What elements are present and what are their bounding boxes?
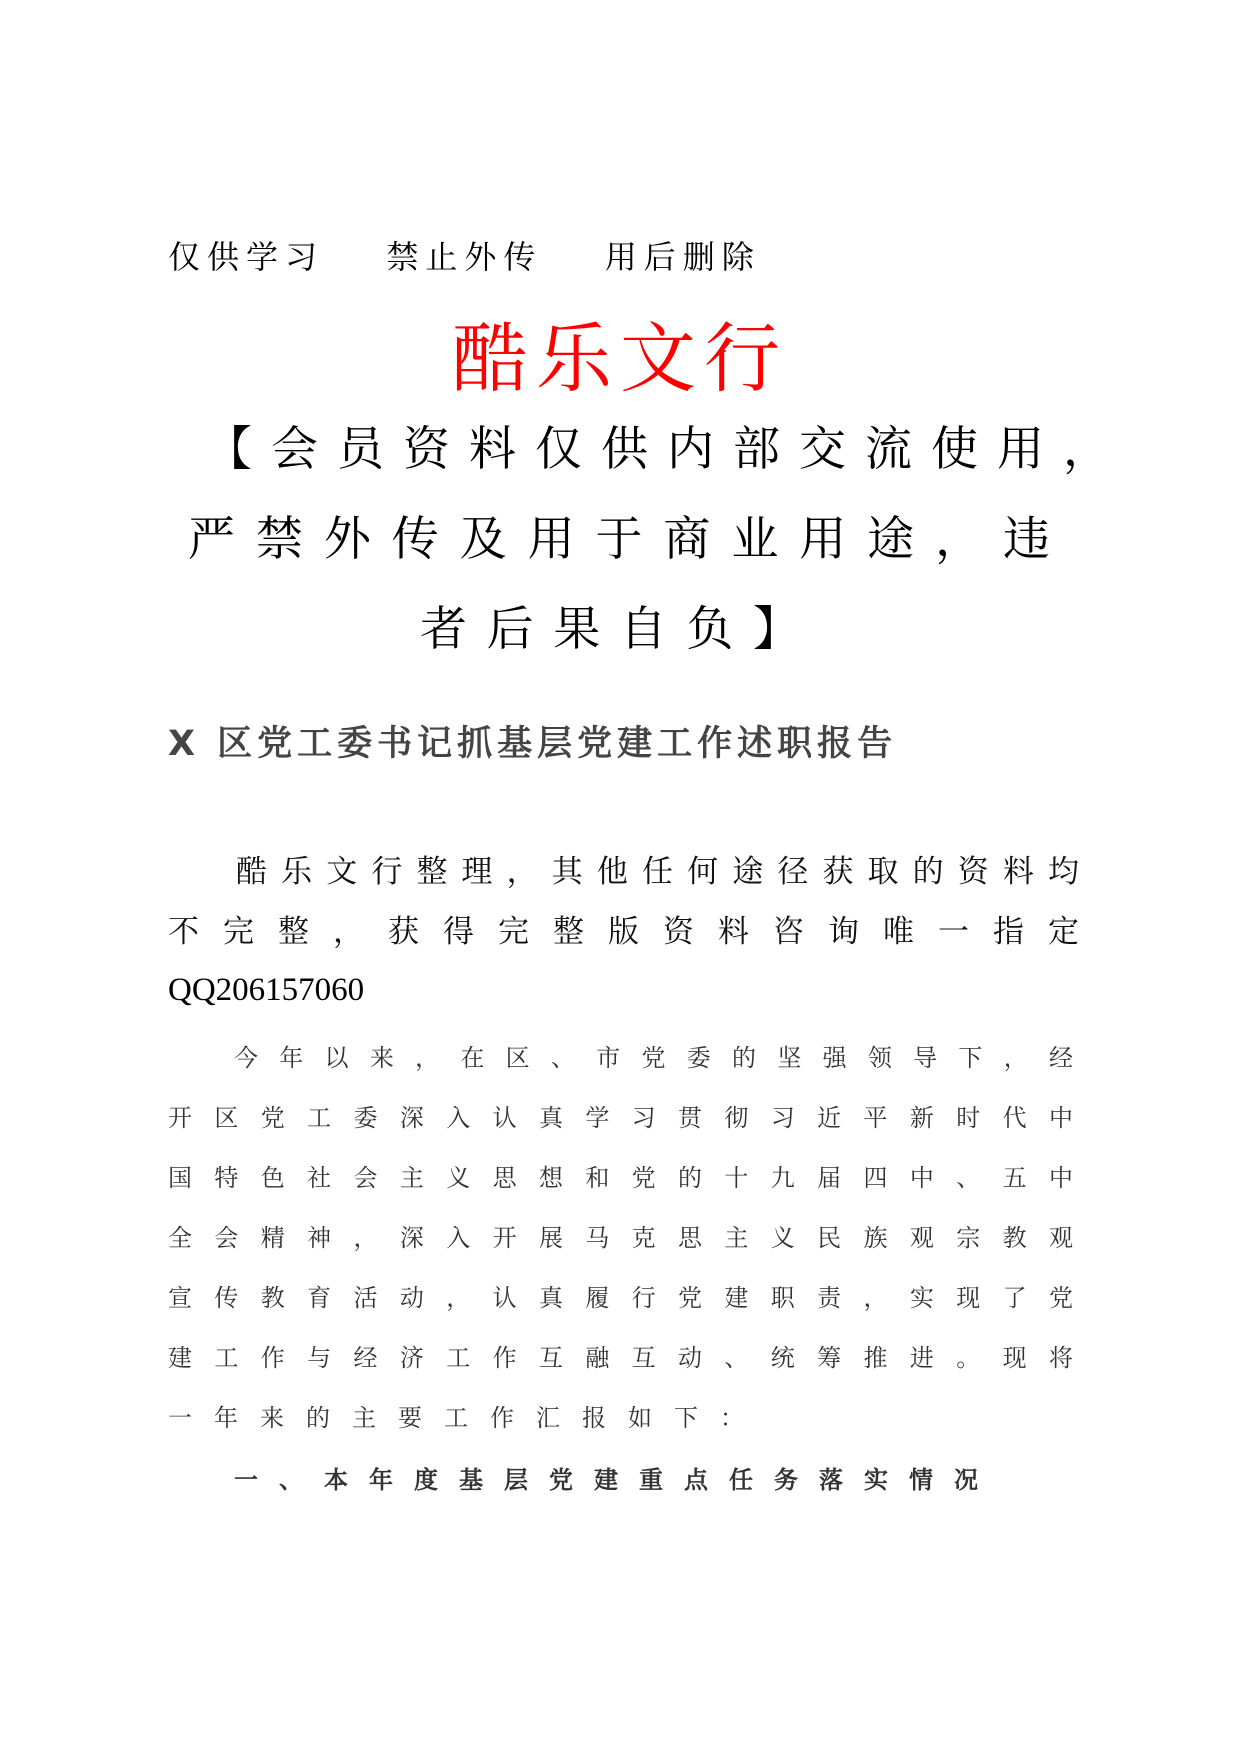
intro-line-2: 不 完 整 ， 获 得 完 整 版 资 料 咨 询 唯 一 指 定 bbox=[168, 914, 1079, 950]
body-line: 开 区 党 工 委 深 入 认 真 学 习 贯 彻 习 近 平 新 时 代 中 bbox=[168, 1104, 1073, 1132]
body-line: 建 工 作 与 经 济 工 作 互 融 互 动 、 统 筹 推 进 。 现 将 bbox=[168, 1344, 1073, 1372]
warning-line-2: 严 禁 外 传 及 用 于 商 业 用 途 ， 违 bbox=[188, 512, 1050, 567]
body-line: 一年来的主要工作汇报如下： bbox=[168, 1404, 766, 1432]
intro-line-1: 酷 乐 文 行 整 理 ， 其 他 任 何 途 径 获 取 的 资 料 均 bbox=[236, 854, 1079, 890]
body-line: 今 年 以 来 ， 在 区 、 市 党 委 的 坚 强 领 导 下 ， 经 bbox=[234, 1044, 1073, 1072]
warning-line-3: 者 后 果 自 负 】 bbox=[420, 602, 800, 657]
body-line: 宣 传 教 育 活 动 ， 认 真 履 行 党 建 职 责 ， 实 现 了 党 bbox=[168, 1284, 1073, 1312]
section-heading: 一 、 本 年 度 基 层 党 建 重 点 任 务 落 实 情 况 bbox=[234, 1466, 978, 1494]
qq-contact: QQ206157060 bbox=[168, 972, 365, 1008]
brand-title: 酷乐文行 bbox=[452, 314, 788, 403]
body-line: 全 会 精 神 ， 深 入 开 展 马 克 思 主 义 民 族 观 宗 教 观 bbox=[168, 1224, 1073, 1252]
warning-line-1: 【 会 员 资 料 仅 供 内 部 交 流 使 用 ， bbox=[205, 422, 1110, 477]
usage-notice: 仅供学习 禁止外传 用后删除 bbox=[168, 238, 761, 276]
body-line: 国 特 色 社 会 主 义 思 想 和 党 的 十 九 届 四 中 、 五 中 bbox=[168, 1164, 1073, 1192]
document-title: X 区党工委书记抓基层党建工作述职报告 bbox=[168, 724, 898, 764]
